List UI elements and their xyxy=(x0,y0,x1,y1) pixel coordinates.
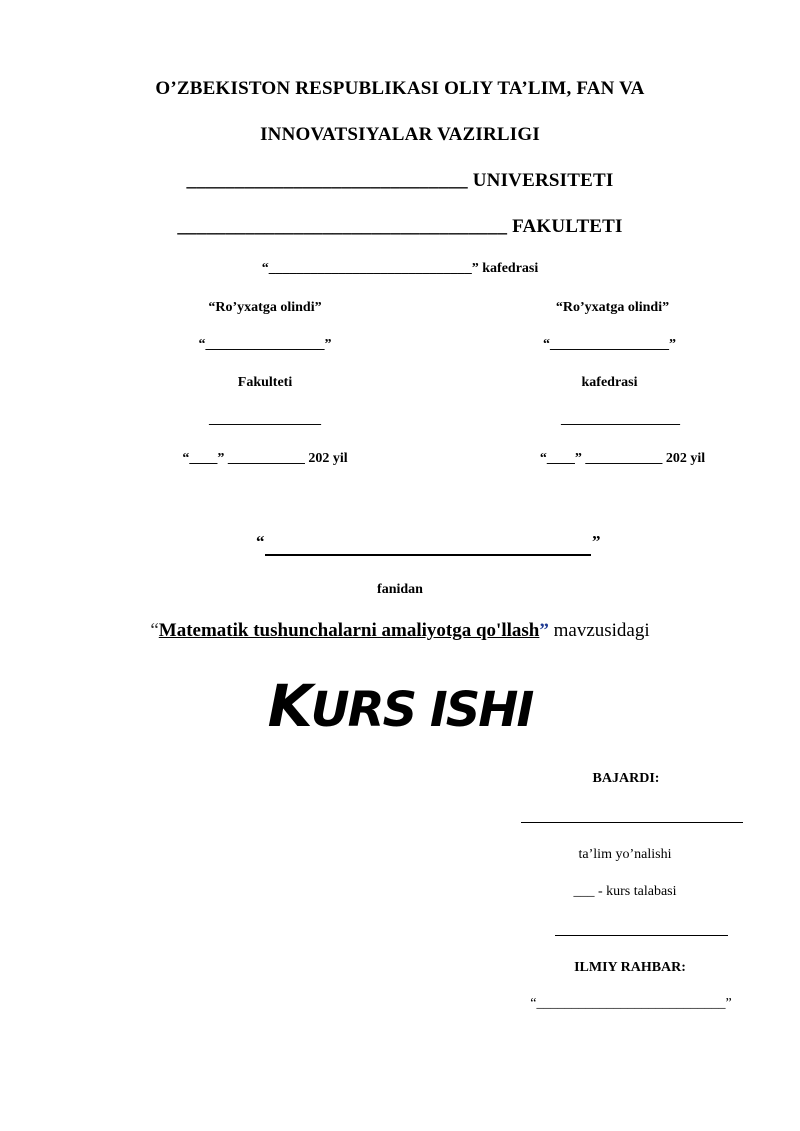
left-unit-label: Fakulteti xyxy=(237,375,293,390)
subject-open-quote: “ xyxy=(256,532,265,551)
performer-name-line xyxy=(521,822,743,823)
subject-blank-line xyxy=(265,554,591,556)
right-unit-label: kafedrasi xyxy=(581,375,638,390)
work-type-title xyxy=(0,672,800,740)
right-signature-line: _________________ xyxy=(561,412,680,427)
topic-suffix: mavzusidagi xyxy=(548,620,650,641)
topic-line xyxy=(0,620,800,642)
university-line: _____________________________ UNIVERSITETI xyxy=(186,170,614,191)
subject-label: fanidan xyxy=(377,582,423,597)
performer-extra-line xyxy=(555,935,728,936)
left-date-line: “____” ___________ 202 yil xyxy=(182,451,348,466)
right-registered-label: “Ro’yxatga olindi” xyxy=(555,300,670,315)
right-registration-number: “_________________” xyxy=(543,337,676,352)
supervisor-name-field: “___________________________” xyxy=(530,996,732,1011)
department-line: “_____________________________” kafedrasi xyxy=(261,261,539,276)
course-label: ___ - kurs talabasi xyxy=(573,884,677,899)
work-type-rest: URS ISHI xyxy=(310,682,533,738)
ministry-title-line1: O’ZBEKISTON RESPUBLIKASI OLIY TA’LIM, FAN VA xyxy=(155,78,645,99)
performer-label: BAJARDI: xyxy=(592,771,660,786)
topic-close-quote: ” xyxy=(539,620,549,641)
topic-title: Matematik tushunchalarni amaliyotga qo'llash xyxy=(158,620,540,641)
work-type-first-letter: K xyxy=(267,672,311,740)
right-date-line: “____” ___________ 202 yil xyxy=(539,451,706,466)
faculty-line: __________________________________ FAKULTETI xyxy=(177,216,623,237)
ministry-title-line2: INNOVATSIYALAR VAZIRLIGI xyxy=(260,124,540,145)
left-signature-line: ________________ xyxy=(209,412,321,427)
left-registered-label: “Ro’yxatga olindi” xyxy=(208,300,322,315)
left-registration-number: “_________________” xyxy=(198,337,332,352)
topic-open-quote: “ xyxy=(150,620,159,641)
direction-label: ta’lim yo’nalishi xyxy=(578,847,672,862)
supervisor-label: ILMIY RAHBAR: xyxy=(574,960,686,975)
subject-close-quote: ” xyxy=(592,532,601,551)
